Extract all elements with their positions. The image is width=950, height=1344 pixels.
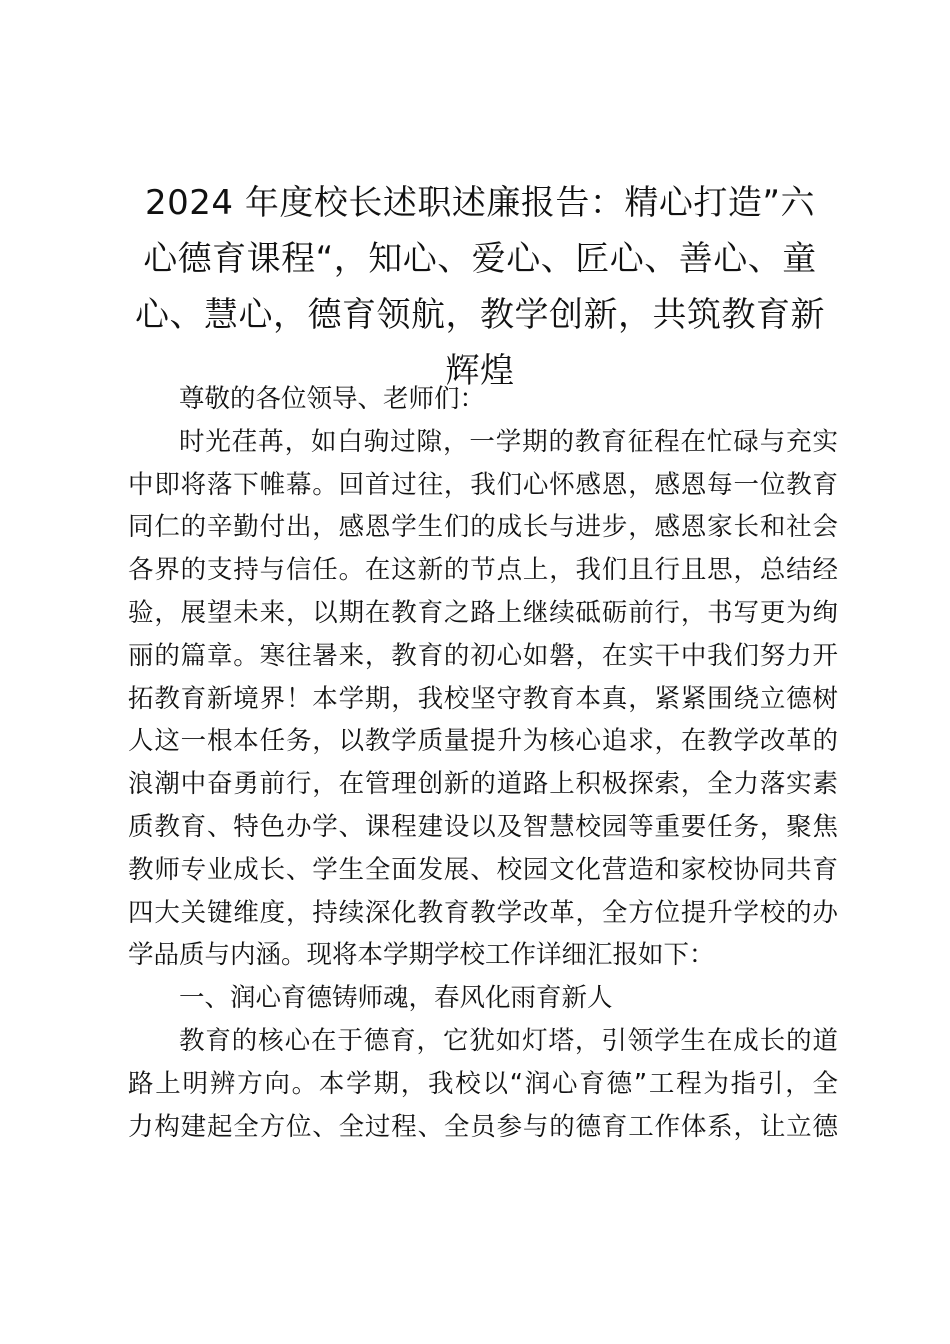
salutation: 尊敬的各位领导、老师们： (179, 384, 486, 414)
intro-paragraph (128, 421, 838, 977)
paragraph-line: 路上明辨方向。本学期，我校以“润心育德”工程为指引，全 (128, 1068, 838, 1099)
paragraph-line: 拓教育新境界！本学期，我校坚守教育本真，紧紧围绕立德树 (128, 683, 838, 714)
paragraph-line: 质教育、特色办学、课程建设以及智慧校园等重要任务，聚焦 (128, 811, 838, 842)
document-title (125, 175, 835, 399)
title-line: 心德育课程“，知心、爱心、匠心、善心、童 (143, 239, 817, 279)
paragraph-line: 验，展望未来，以期在教育之路上继续砥砺前行，书写更为绚 (128, 597, 838, 628)
section-paragraph (128, 1020, 838, 1148)
paragraph-line: 教师专业成长、学生全面发展、校园文化营造和家校协同共育 (128, 854, 838, 885)
title-line: 2024 年度校长述职述廉报告：精心打造”六 (145, 183, 815, 223)
paragraph-line: 同仁的辛勤付出，感恩学生们的成长与进步，感恩家长和社会 (128, 512, 838, 543)
paragraph-line: 人这一根本任务，以教学质量提升为核心追求，在教学改革的 (128, 726, 838, 757)
title-line: 辉煌 (445, 351, 515, 391)
paragraph-line: 时光荏苒，如白驹过隙，一学期的教育征程在忙碌与充实 (179, 426, 838, 457)
paragraph-line: 浪潮中奋勇前行，在管理创新的道路上积极探索，全力落实素 (128, 769, 838, 800)
paragraph-line: 力构建起全方位、全过程、全员参与的德育工作体系，让立德 (128, 1111, 838, 1142)
paragraph-line: 四大关键维度，持续深化教育教学改革，全方位提升学校的办 (128, 897, 838, 928)
title-line: 心、慧心，德育领航，教学创新，共筑教育新 (135, 295, 825, 335)
document-body (128, 378, 838, 1148)
paragraph-line: 学品质与内涵。现将本学期学校工作详细汇报如下： (128, 940, 715, 971)
paragraph-line: 教育的核心在于德育，它犹如灯塔，引领学生在成长的道 (179, 1025, 838, 1056)
section-heading: 一、润心育德铸师魂，春风化雨育新人 (179, 983, 613, 1014)
paragraph-line: 中即将落下帷幕。回首过往，我们心怀感恩，感恩每一位教育 (128, 469, 838, 500)
paragraph-line: 各界的支持与信任。在这新的节点上，我们且行且思，总结经 (128, 555, 838, 586)
paragraph-line: 丽的篇章。寒往暑来，教育的初心如磐，在实干中我们努力开 (128, 640, 838, 671)
